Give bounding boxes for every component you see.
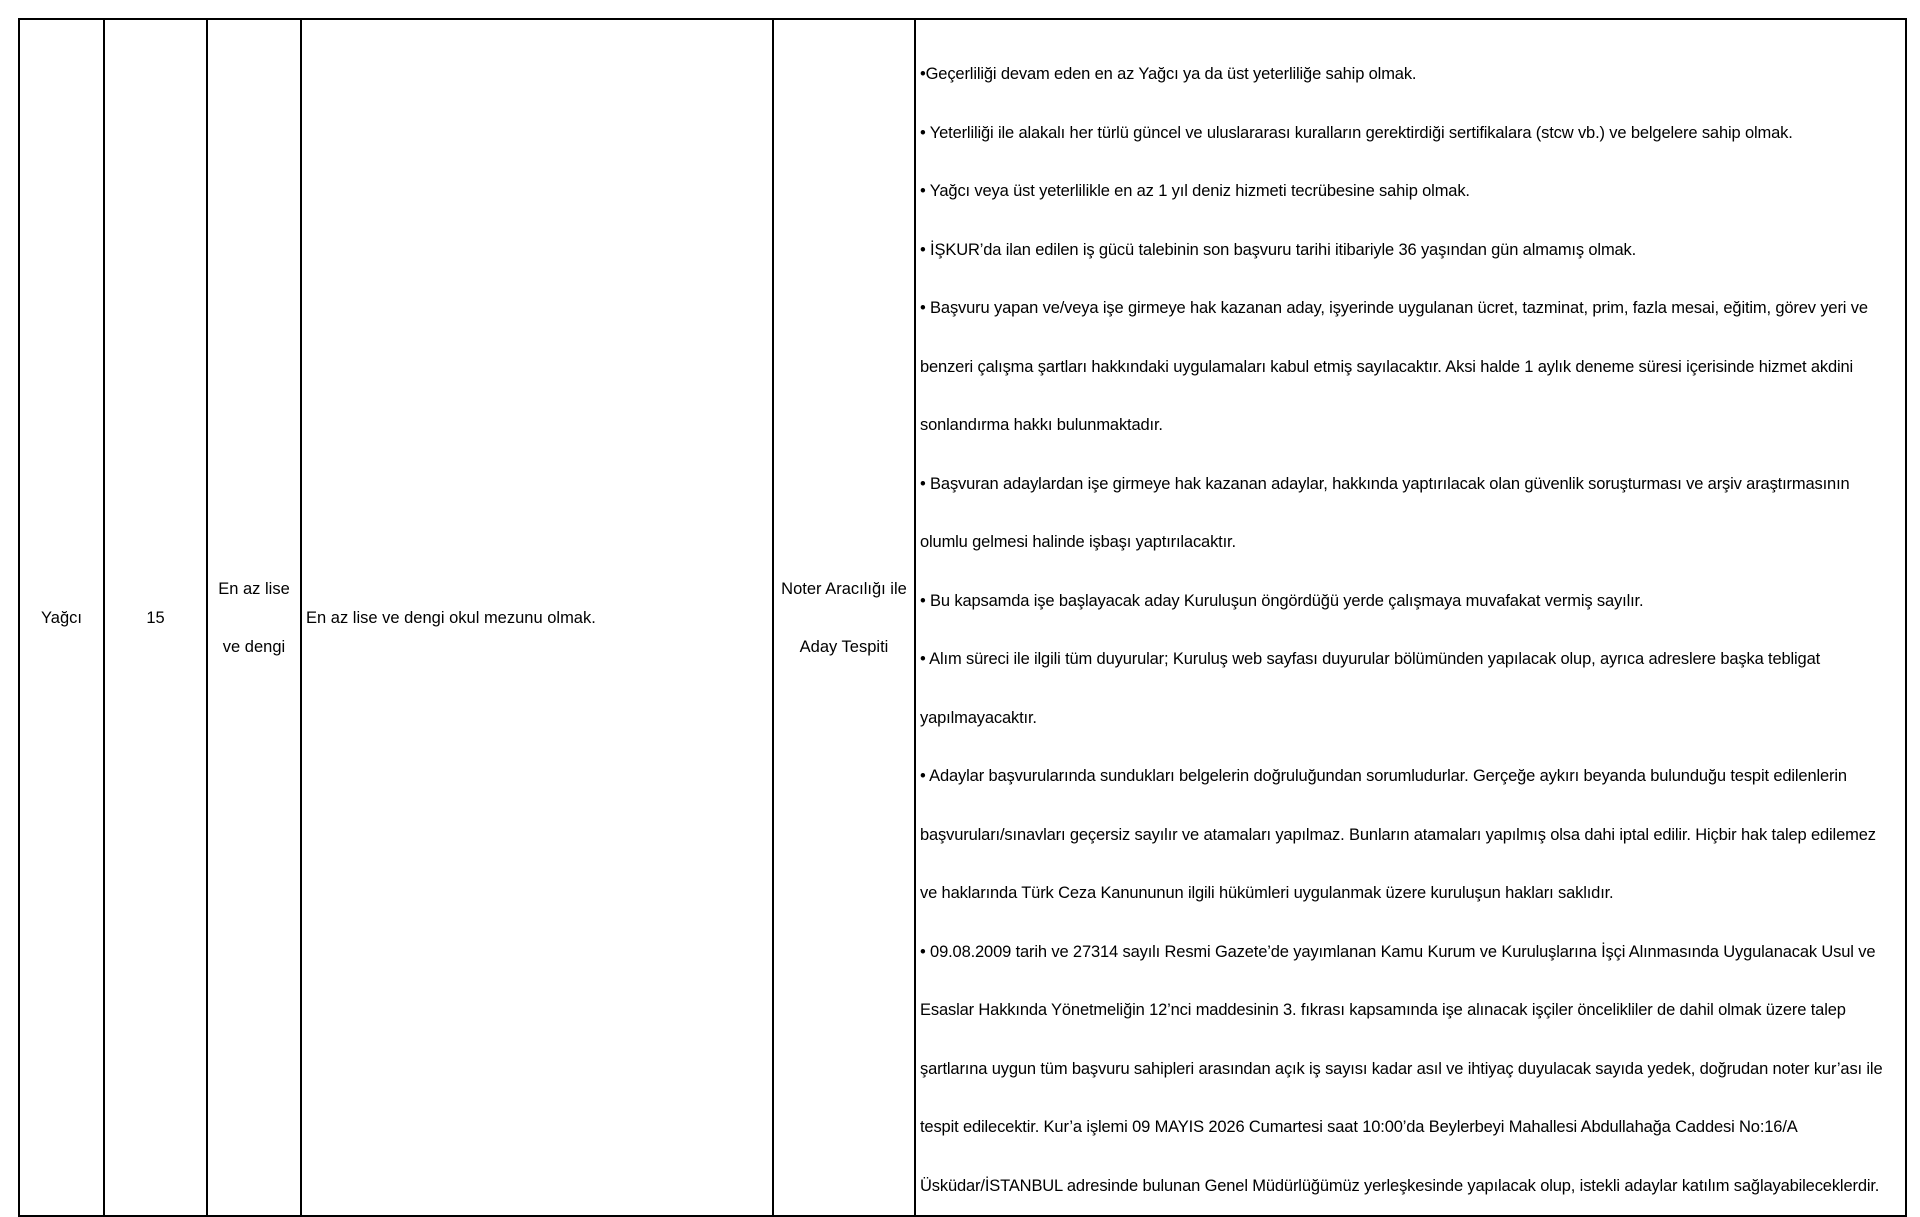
count-cell	[104, 19, 207, 1216]
requirement-line: şartlarına uygun tüm başvuru sahipleri arasından açık iş sayısı kadar asıl ve ihtiyaç duyulacak sayıda yedek, doğrudan noter kur’ası ile	[920, 1059, 1883, 1078]
requirement-line: • Başvuru yapan ve/veya işe girmeye hak kazanan aday, işyerinde uygulanan ücret, tazminat, prim, fazla mesai, eğitim, görev yeri ve	[920, 299, 1868, 317]
requirement-line: olumlu gelmesi halinde işbaşı yaptırılacaktır.	[920, 533, 1236, 551]
requirement-line: yapılmayacaktır.	[920, 708, 1037, 727]
requirement-line: sonlandırma hakkı bulunmaktadır.	[920, 416, 1163, 434]
education-cell	[207, 19, 301, 1216]
position-cell	[19, 19, 104, 1216]
requirement-line: başvuruları/sınavları geçersiz sayılır ve atamaları yapılmaz. Bunların atamaları yapılmış olsa dahi iptal edilir. Hiçbir hak talep edilemez	[920, 825, 1876, 844]
table-row	[19, 19, 1906, 1216]
requirement-line: • Bu kapsamda işe başlayacak aday Kuruluşun öngördüğü yerde çalışmaya muvafakat vermiş sayılır.	[920, 591, 1644, 610]
selection-method-line-2: Aday Tespiti	[799, 637, 889, 656]
requirement-line: •Geçerliliği devam eden en az Yağcı ya da üst yeterliliğe sahip olmak.	[920, 65, 1417, 83]
selection-method-cell	[773, 19, 915, 1216]
requirement-line: • Alım süreci ile ilgili tüm duyurular; Kuruluş web sayfası duyurular bölümünden yapılacak olup, ayrıca adreslere başka tebligat	[920, 650, 1821, 668]
position-count: 15	[146, 608, 165, 627]
requirement-line: • Adaylar başvurularında sundukları belgelerin doğruluğundan sorumludurlar. Gerçeğe aykırı beyanda bulunduğu tespit edilenlerin	[920, 767, 1847, 785]
requirement-line: • 09.08.2009 tarih ve 27314 sayılı Resmi Gazete’de yayımlanan Kamu Kurum ve Kuruluşlarına İşçi Alınmasında Uygulanacak Usul ve	[920, 942, 1876, 961]
requirement-line: • Başvuran adaylardan işe girmeye hak kazanan adaylar, hakkında yaptırılacak olan güvenlik soruşturması ve arşiv araştırmasının	[920, 474, 1850, 493]
requirement-line: Üsküdar/İSTANBUL adresinde bulunan Genel Müdürlüğümüz yerleşkesinde yapılacak olup, istekli adaylar katılım sağlayabileceklerdir.	[920, 1176, 1880, 1195]
requirement-line: Esaslar Hakkında Yönetmeliğin 12’nci maddesinin 3. fıkrası kapsamında işe alınacak işçiler öncelikliler de dahil olmak üzere talep	[920, 1001, 1846, 1019]
requirement-line: • İŞKUR’da ilan edilen iş gücü talebinin son başvuru tarihi itibariyle 36 yaşından gün almamış olmak.	[920, 240, 1637, 259]
requirements-list	[920, 45, 1899, 1215]
education-line-2: ve dengi	[222, 637, 286, 656]
education-detail-cell	[301, 19, 773, 1216]
selection-method-line-1: Noter Aracılığı ile	[781, 579, 907, 598]
requirement-line: • Yağcı veya üst yeterlilikle en az 1 yıl deniz hizmeti tecrübesine sahip olmak.	[920, 182, 1470, 200]
position-name: Yağcı	[41, 608, 82, 627]
requirement-line: tespit edilecektir. Kur’a işlemi 09 MAYIS 2026 Cumartesi saat 10:00’da Beylerbeyi Mahallesi Abdullahağa Caddesi No:16/A	[920, 1118, 1798, 1136]
job-posting-table	[18, 18, 1907, 1217]
education-detail: En az lise ve dengi okul mezunu olmak.	[306, 608, 596, 627]
requirement-line: benzeri çalışma şartları hakkındaki uygulamaları kabul etmiş sayılacaktır. Aksi halde 1 aylık deneme süresi içerisinde hizmet akdini	[920, 357, 1854, 376]
education-line-1: En az lise	[218, 579, 290, 598]
requirements-cell	[915, 19, 1906, 1216]
requirement-line: • Yeterliliği ile alakalı her türlü güncel ve uluslararası kuralların gerektirdiği sertifikalara (stcw vb.) ve belgelere sahip olmak.	[920, 123, 1793, 142]
requirement-line: ve haklarında Türk Ceza Kanununun ilgili hükümleri uygulanmak üzere kuruluşun hakları saklıdır.	[920, 884, 1614, 902]
